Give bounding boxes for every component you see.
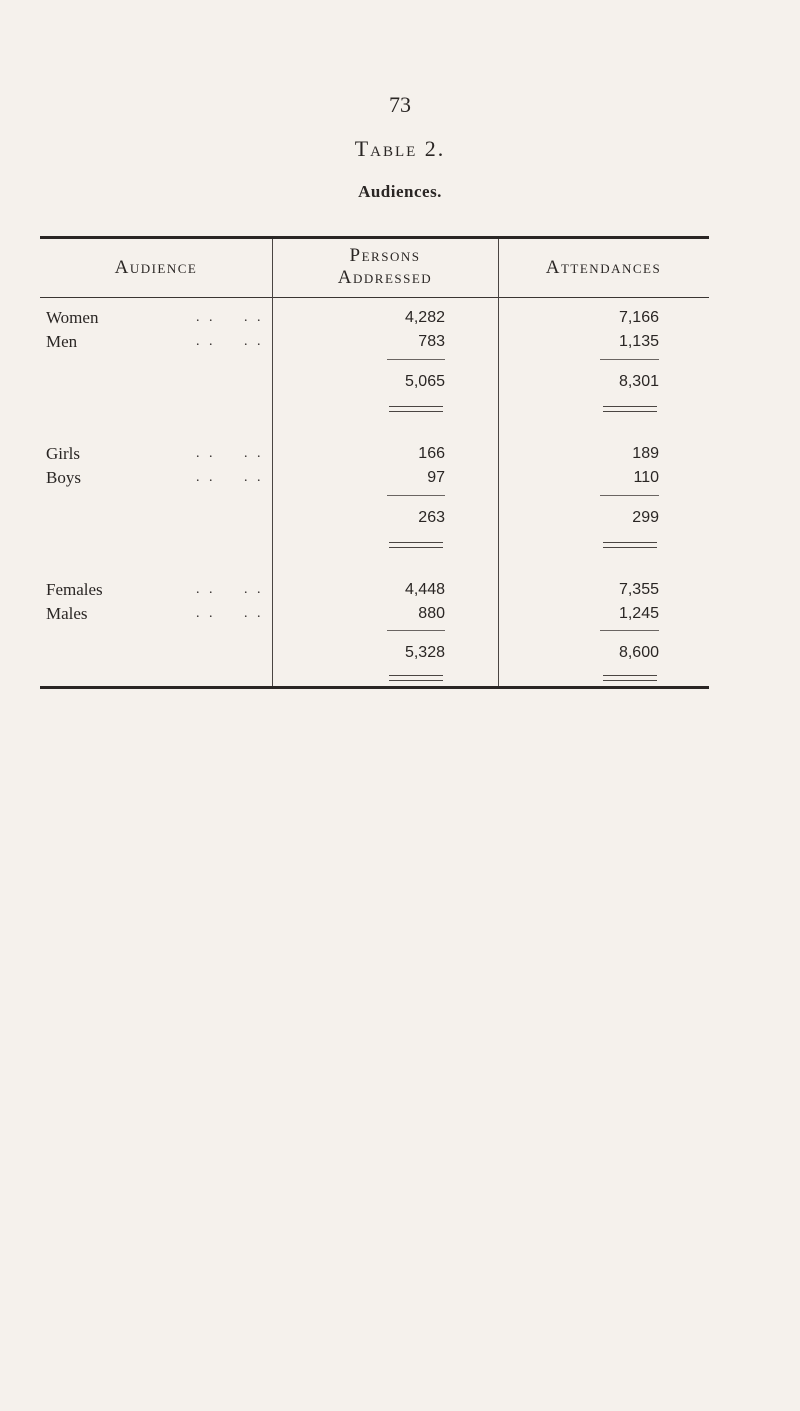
leader-dots: . . bbox=[244, 334, 264, 349]
row-label-text: Men bbox=[46, 332, 78, 351]
header-persons-line1: Persons bbox=[349, 245, 421, 266]
row-label bbox=[46, 443, 266, 465]
total-double-rule bbox=[389, 406, 443, 412]
leader-dots: . . bbox=[244, 470, 264, 485]
persons-value: 4,282 bbox=[404, 309, 445, 326]
leader-dots: . . bbox=[244, 606, 264, 621]
row-label bbox=[46, 579, 266, 601]
header-persons-addressed bbox=[272, 245, 498, 289]
row-label-text: Women bbox=[46, 308, 99, 327]
attendances-value: 7,355 bbox=[618, 581, 659, 598]
header-audience: Audience bbox=[114, 257, 198, 278]
subtotal-rule bbox=[600, 495, 659, 496]
attendances-total: 299 bbox=[632, 509, 659, 526]
persons-total: 5,065 bbox=[404, 373, 445, 390]
row-label bbox=[46, 331, 266, 353]
leader-dots: . . bbox=[244, 446, 264, 461]
attendances-value: 1,245 bbox=[618, 605, 659, 622]
persons-total: 5,328 bbox=[404, 644, 445, 661]
table-title: Table 2. bbox=[354, 136, 446, 161]
header-persons-line2: Addressed bbox=[337, 267, 433, 288]
leader-dots: . . bbox=[196, 446, 216, 461]
table-top-rule bbox=[40, 236, 709, 239]
table-header-rule bbox=[40, 297, 709, 298]
persons-value: 880 bbox=[418, 605, 445, 622]
subtotal-rule bbox=[387, 359, 445, 360]
subtotal-rule bbox=[387, 495, 445, 496]
attendances-value: 7,166 bbox=[618, 309, 659, 326]
attendances-value: 110 bbox=[633, 469, 659, 486]
row-label-text: Females bbox=[46, 580, 103, 599]
page-number: 73 bbox=[389, 92, 411, 117]
row-label bbox=[46, 307, 266, 329]
table-subtitle: Audiences. bbox=[358, 182, 442, 201]
persons-value: 97 bbox=[427, 469, 445, 486]
total-double-rule bbox=[389, 675, 443, 681]
leader-dots: . . bbox=[196, 582, 216, 597]
subtotal-rule bbox=[600, 630, 659, 631]
header-attendances: Attendances bbox=[545, 257, 662, 278]
persons-total: 263 bbox=[418, 509, 445, 526]
total-double-rule bbox=[389, 542, 443, 548]
subtotal-rule bbox=[387, 630, 445, 631]
leader-dots: . . bbox=[196, 470, 216, 485]
leader-dots: . . bbox=[196, 606, 216, 621]
row-label-text: Girls bbox=[46, 444, 80, 463]
row-label-text: Males bbox=[46, 604, 88, 623]
attendances-total: 8,301 bbox=[618, 373, 659, 390]
leader-dots: . . bbox=[244, 582, 264, 597]
row-label-text: Boys bbox=[46, 468, 81, 487]
total-double-rule bbox=[603, 675, 657, 681]
leader-dots: . . bbox=[196, 310, 216, 325]
leader-dots: . . bbox=[244, 310, 264, 325]
total-double-rule bbox=[603, 406, 657, 412]
row-label bbox=[46, 603, 266, 625]
attendances-value: 1,135 bbox=[618, 333, 659, 350]
persons-value: 783 bbox=[418, 333, 445, 350]
attendances-value: 189 bbox=[632, 445, 659, 462]
table-bottom-rule bbox=[40, 686, 709, 689]
persons-value: 4,448 bbox=[404, 581, 445, 598]
total-double-rule bbox=[603, 542, 657, 548]
subtotal-rule bbox=[600, 359, 659, 360]
persons-value: 166 bbox=[418, 445, 445, 462]
leader-dots: . . bbox=[196, 334, 216, 349]
attendances-total: 8,600 bbox=[618, 644, 659, 661]
row-label bbox=[46, 467, 266, 489]
